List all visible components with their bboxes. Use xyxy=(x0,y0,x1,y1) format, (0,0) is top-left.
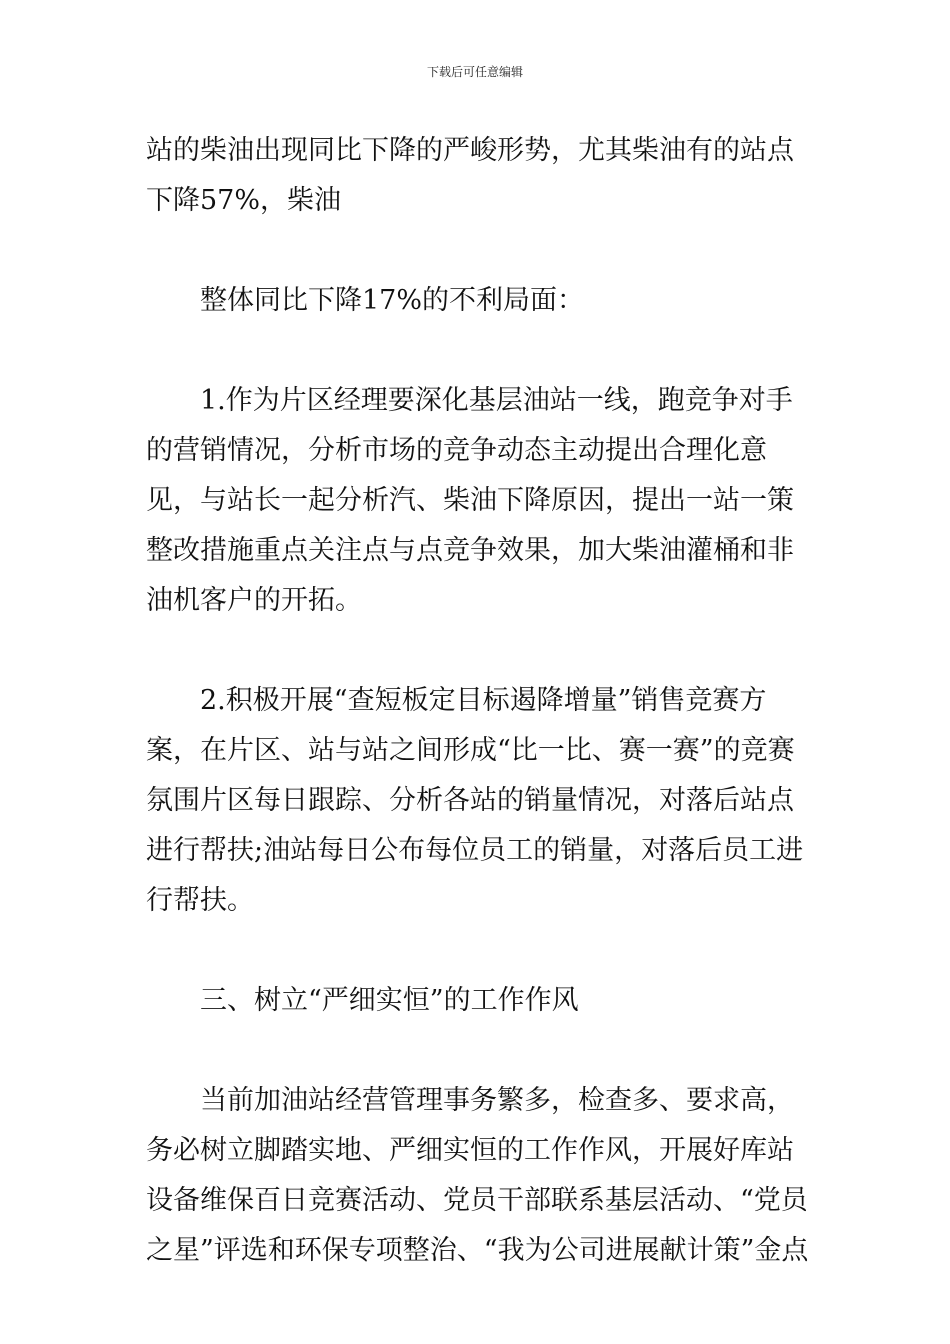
paragraph-gap xyxy=(146,326,818,376)
paragraph-gap xyxy=(146,626,818,676)
paragraph-gap xyxy=(146,226,818,276)
paragraph-4: 2.积极开展“查短板定目标遏降增量”销售竞赛方案，在片区、站与站之间形成“比一比、赛一赛”的竞赛氛围片区每日跟踪、分析各站的销量情况，对落后站点进行帮扶;油站每日公布每位员工的销量，对落后员工进行帮扶。 xyxy=(146,685,804,916)
document-body xyxy=(146,126,818,1276)
section-heading: 三、树立“严细实恒”的工作作风 xyxy=(200,985,579,1016)
paragraph-gap xyxy=(146,926,818,976)
paragraph-5: 当前加油站经营管理事务繁多，检查多、要求高，务必树立脚踏实地、严细实恒的工作作风，开展好库站设备维保百日竞赛活动、党员干部联系基层活动、“党员之星”评选和环保专项整治、“我为公司进展献计策”金点 xyxy=(146,1085,809,1266)
paragraph-2: 整体同比下降17%的不利局面： xyxy=(200,285,585,316)
page-header: 下载后可任意编辑 xyxy=(426,65,523,79)
paragraph-1: 站的柴油出现同比下降的严峻形势，尤其柴油有的站点下降57%，柴油 xyxy=(146,135,794,216)
paragraph-3: 1.作为片区经理要深化基层油站一线，跑竞争对手的营销情况，分析市场的竞争动态主动提出合理化意见，与站长一起分析汽、柴油下降原因，提出一站一策整改措施重点关注点与点竞争效果，加大柴油灌桶和非油机客户的开拓。 xyxy=(146,385,794,616)
paragraph-gap xyxy=(146,1026,818,1076)
